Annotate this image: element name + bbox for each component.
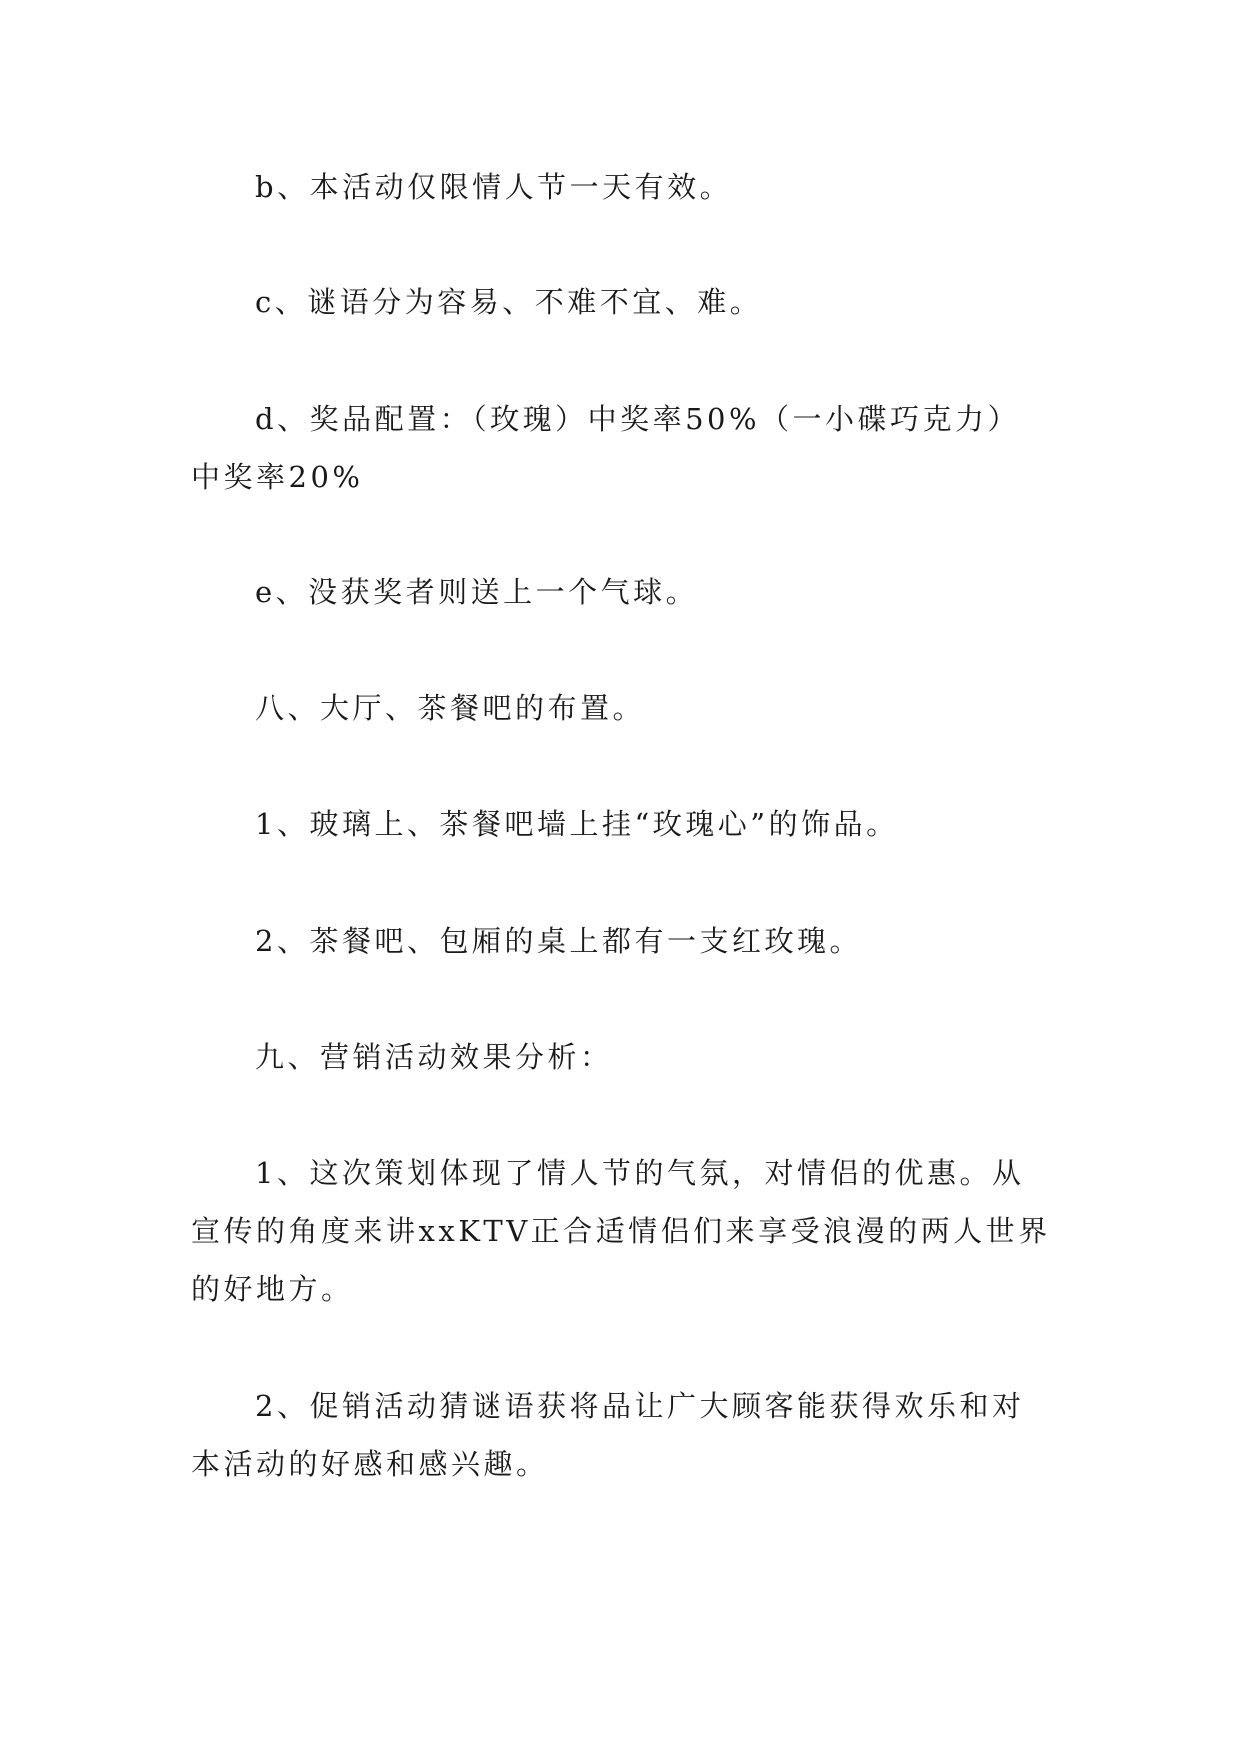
paragraph-d: d、奖品配置：（玫瑰）中奖率50%（一小碟巧克力）中奖率20% [191,402,1021,494]
paragraph-b: b、本活动仅限情人节一天有效。 [255,170,733,204]
paragraph-9-2: 2、促销活动猜谜语获将品让广大顾客能获得欢乐和对本活动的好感和感兴趣。 [191,1389,1025,1481]
section-heading-9: 九、营销活动效果分析： [255,1040,613,1074]
paragraph-8-2: 2、茶餐吧、包厢的桌上都有一支红玫瑰。 [255,924,862,958]
section-heading-8: 八、大厅、茶餐吧的布置。 [255,691,646,725]
paragraph-8-1: 1、玻璃上、茶餐吧墙上挂“玫瑰心”的饰品。 [255,807,899,841]
paragraph-9-1: 1、这次策划体现了情人节的气氛，对情侣的优惠。从宣传的角度来讲xxKTV正合适情侣们来享受浪漫的两人世界的好地方。 [191,1156,1051,1306]
paragraph-c: c、谜语分为容易、不难不宜、难。 [255,285,763,319]
paragraph-e: e、没获奖者则送上一个气球。 [255,575,699,609]
